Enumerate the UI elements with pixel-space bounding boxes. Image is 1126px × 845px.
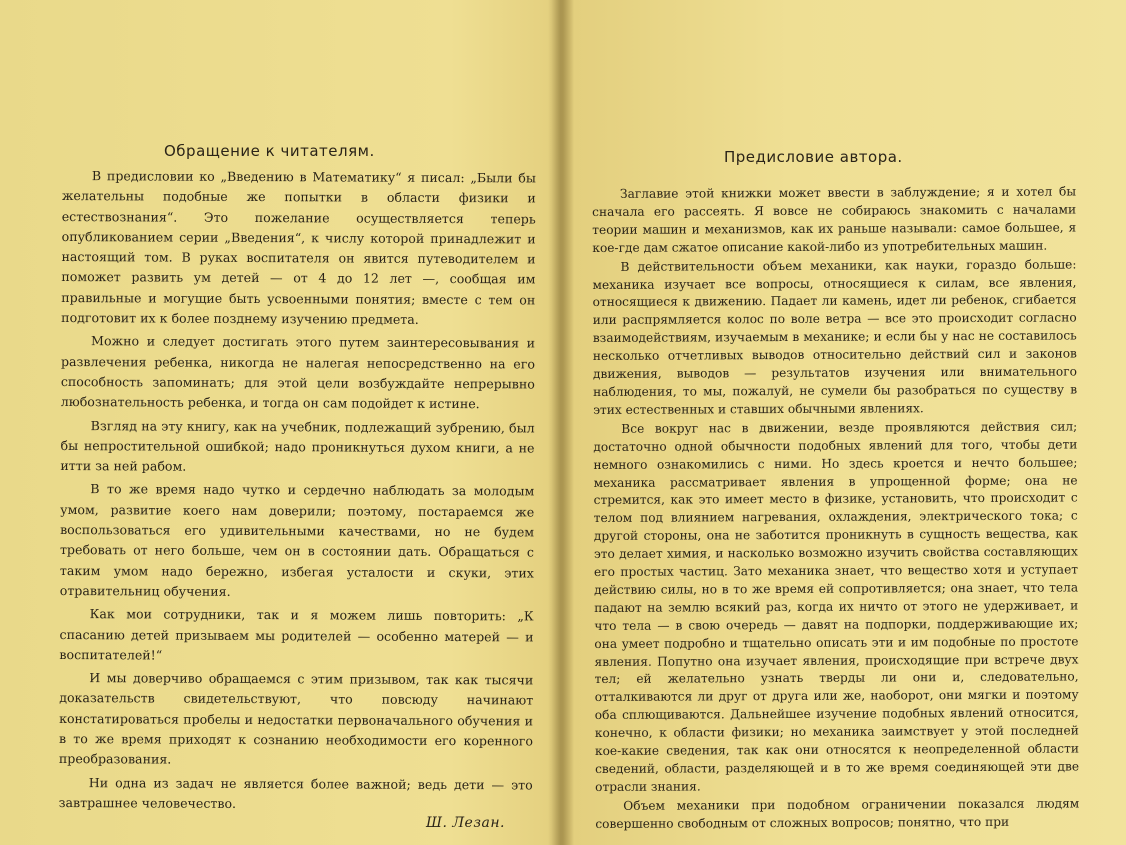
- right-paragraph: Заглавие этой книжки может ввести в заблуждение; я и хотел бы сначала его рассеять. Я вовсе не собираюсь знакомить с началами теории машин и механизмов, как их раньше называли: самое большее, я кое-где дам сжатое описание какой-либо из употребительных машин.: [592, 184, 1077, 255]
- left-paragraph: Ни одна из задач не является более важной; ведь дети — это завтрашнее человечество.: [58, 774, 533, 811]
- page-fold: [548, 0, 574, 845]
- right-page-heading: Предисловие автора.: [724, 148, 903, 166]
- left-paragraph: И мы доверчиво обращаемся с этим призывом, так как тысячи доказательств свидетельствуют, что повсюду начинают констатироваться пробелы и недостатки первоначального обучения и в то же время приходят к сознанию необходимости его коренного преобразования.: [58, 670, 534, 767]
- left-paragraph: В то же время надо чутко и сердечно наблюдать за молодым умом, развитие коего нам доверили; поэтому, постараемся же воспользоваться его удивительными качествами, но не будем требовать от него больше, чем он в состоянии дать. Обращаться с таким умом надо бережно, избегая усталости и скуки, этих отравительниц обучения.: [59, 481, 535, 599]
- left-page: [0, 0, 548, 845]
- left-paragraph: В предисловии ко „Введению в Математику“ я писал: „Были бы желательны подобные же попытки в области физики и естествознания“. Это пожелание осуществляется теперь опубликованием серии „Введения“, к числу которой принадлежит и настоящий том. В руках воспитателя он явится путеводителем и поможет развить ум детей — от 4 до 12 лет —, сообщая им правильные и могущие быть усвоенными понятия; вместе с тем он подготовит их к более позднему изучению предмета.: [61, 168, 536, 327]
- right-page-text: [592, 183, 1079, 834]
- right-paragraph: Все вокруг нас в движении, везде проявляются действия сил; достаточно одной обычности подобных явлений для того, чтобы дети немного ознакомились с ними. Но здесь кроется и нечто большее; механика рассматривает явления в упрощенной форме; она не стремится, как это имеет место в физике, установить, что происходит с телом под влиянием нагревания, охлаждения, электрического тока; с другой стороны, она не заботится проникнуть в сущность вещества, как это делает химия, и насколько возможно изучить свойства составляющих его простых частиц. Зато механика знает, что вещество хотя и уступает действию силы, но в то же время ей сопротивляется; она знает, что тела падают на землю всякий раз, когда их ничто от этого не удерживает, и что тела — в свою очередь — давят на подпорки, поддерживающие их; она умеет подробно и тщательно описать эти и им подобные по простоте явления. Попутно она изучает явления, происходящие при встрече двух тел; ей желательно узнать тверды ли они и, следовательно, отталкиваются ли друг от друга или же, наоборот, они мягки и поэтому оба сплющиваются. Дальнейшее изучение подобных явлений относится, конечно, к области физики; но механика заимствует у этой последней кое-какие сведения, так как они относятся к неопределенной области сведений, области, разделяющей и в то же время соединяющей эти две отрасли знания.: [593, 419, 1080, 794]
- right-paragraph: Объем механики при подобном ограничении показался людям совершенно свободным от сложных вопросов; понятно, что при: [595, 796, 1080, 831]
- right-page: [574, 0, 1126, 845]
- signature: Ш. Лезан.: [426, 815, 505, 831]
- left-page-heading: Обращение к читателям.: [164, 142, 375, 160]
- left-paragraph: Можно и следует достигать этого путем заинтересовывания и развлечения ребенка, никогда не налегая непосредственно на его способность запоминать; для этой цели возбуждайте непрерывно любознательность ребенка, и тогда он сам подойдет к истине.: [60, 333, 536, 412]
- left-page-text: [59, 166, 536, 819]
- left-paragraph: Взгляд на эту книгу, как на учебник, подлежащий зубрению, был бы непростительной ошибкой; надо проникнуться духом книги, а не итти за ней рабом.: [60, 417, 535, 474]
- left-paragraph: Как мои сотрудники, так и я можем лишь повторить: „К спасанию детей призываем мы родителей — особенно матерей — и воспитателей!“: [59, 606, 534, 663]
- right-paragraph: В действительности объем механики, как науки, гораздо больше: механика изучает все вопросы, относящиеся к силам, все явления, относящиеся к движению. Падает ли камень, идет ли ребенок, сгибается или распрямляется колос по воле ветра — все это происходит согласно взаимодействиям, изучаемым в механике; и если бы у нас не составилось несколько отчетливых выводов относительно действий сил и законов движения, выводов — результатов изучения или внимательного наблюдения, то мы, пожалуй, не сумели бы разобраться по существу в этих естественных и ставших обычными явлениях.: [592, 257, 1078, 417]
